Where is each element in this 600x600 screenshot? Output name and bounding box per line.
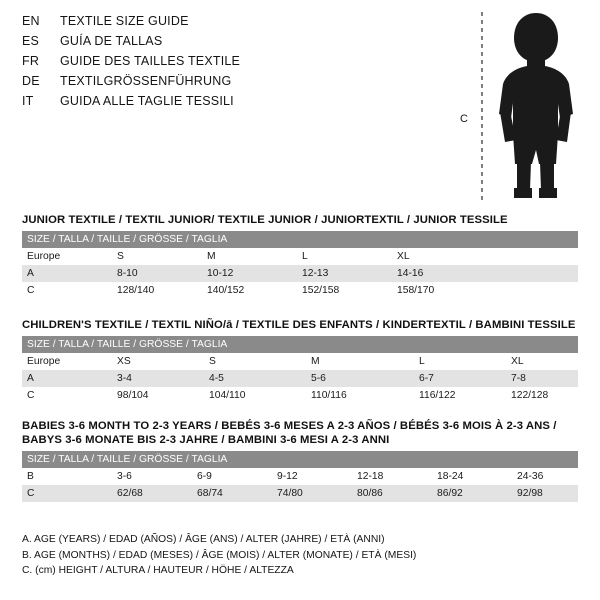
table-head-row (22, 451, 578, 468)
language-row-fr (22, 54, 422, 74)
cell: 116/122 (414, 387, 506, 404)
cell: 8-10 (112, 265, 202, 282)
language-row-it (22, 94, 422, 114)
row-label: B (22, 468, 112, 485)
section-children (22, 318, 578, 404)
cell: 4-5 (204, 370, 306, 387)
section-title: CHILDREN'S TEXTILE / TEXTIL NIÑO/ā / TEXTILE DES ENFANTS / KINDERTEXTIL / BAMBINI TESSILE (22, 319, 576, 331)
legend-line-a: A. AGE (YEARS) / EDAD (AÑOS) / ÂGE (ANS) / ALTER (JAHRE) / ETÀ (ANNI) (22, 534, 385, 545)
cell: 140/152 (202, 282, 297, 299)
language-header (22, 14, 422, 114)
child-silhouette-icon (472, 8, 590, 203)
cell: 128/140 (112, 282, 202, 299)
language-title: TEXTILGRÖSSENFÜHRUNG (60, 74, 232, 88)
language-code: DE (22, 74, 40, 88)
cell: S (112, 248, 202, 265)
table-row (22, 468, 578, 485)
language-code: FR (22, 54, 40, 68)
cell: S (204, 353, 306, 370)
table-row (22, 387, 578, 404)
cell: 86/92 (432, 485, 512, 502)
language-code: EN (22, 14, 40, 28)
cell: 18-24 (432, 468, 512, 485)
table-head-row (22, 231, 578, 248)
cell: 3-6 (112, 468, 192, 485)
table-head-row (22, 336, 578, 353)
cell: 3-4 (112, 370, 204, 387)
cell: 104/110 (204, 387, 306, 404)
row-label: A (22, 370, 112, 387)
cell: 12-18 (352, 468, 432, 485)
cell: XL (392, 248, 578, 265)
language-code: IT (22, 94, 34, 108)
cell: 158/170 (392, 282, 578, 299)
legend-line-c: C. (cm) HEIGHT / ALTURA / HAUTEUR / HÖHE / ALTEZZA (22, 565, 294, 576)
section-title: BABIES 3-6 MONTH TO 2-3 YEARS / BEBÉS 3-6 MESES A 2-3 AÑOS / BÉBÉS 3-6 MOIS À 2-3 ANS / BABYS 3-6 MONATE BIS 2-3 JAHRE / BAMBINI 3-6 MESI A 2-3 ANNI (22, 420, 557, 446)
cell: 14-16 (392, 265, 578, 282)
table-head-label: SIZE / TALLA / TAILLE / GRÖSSE / TAGLIA (22, 231, 578, 248)
cell: 10-12 (202, 265, 297, 282)
cell: 92/98 (512, 485, 578, 502)
table-row (22, 485, 578, 502)
language-title: GUÍA DE TALLAS (60, 34, 163, 48)
cell: 7-8 (506, 370, 578, 387)
measurement-label-c: C (460, 113, 468, 125)
children-size-table (22, 336, 578, 404)
section-title: JUNIOR TEXTILE / TEXTIL JUNIOR/ TEXTILE JUNIOR / JUNIORTEXTIL / JUNIOR TESSILE (22, 214, 508, 226)
language-title: GUIDA ALLE TAGLIE TESSILI (60, 94, 234, 108)
cell: 5-6 (306, 370, 414, 387)
row-label: C (22, 282, 112, 299)
table-row (22, 353, 578, 370)
table-row (22, 265, 578, 282)
cell: M (306, 353, 414, 370)
language-title: GUIDE DES TAILLES TEXTILE (60, 54, 241, 68)
cell: XS (112, 353, 204, 370)
legend-line-b: B. AGE (MONTHS) / EDAD (MESES) / ÂGE (MOIS) / ALTER (MONATE) / ETÀ (MESI) (22, 549, 417, 561)
row-label: C (22, 485, 112, 502)
table-head-label: SIZE / TALLA / TAILLE / GRÖSSE / TAGLIA (22, 451, 578, 468)
table-row (22, 282, 578, 299)
cell: 122/128 (506, 387, 578, 404)
language-row-es (22, 34, 422, 54)
cell: 98/104 (112, 387, 204, 404)
row-label: C (22, 387, 112, 404)
cell: 9-12 (272, 468, 352, 485)
cell: L (297, 248, 392, 265)
table-head-label: SIZE / TALLA / TAILLE / GRÖSSE / TAGLIA (22, 336, 578, 353)
language-title: TEXTILE SIZE GUIDE (60, 14, 189, 28)
cell: L (414, 353, 506, 370)
cell: 68/74 (192, 485, 272, 502)
cell: 152/158 (297, 282, 392, 299)
cell: M (202, 248, 297, 265)
junior-size-table (22, 231, 578, 299)
table-row (22, 370, 578, 387)
measurement-figure (460, 8, 590, 203)
row-label: Europe (22, 353, 112, 370)
cell: XL (506, 353, 578, 370)
cell: 12-13 (297, 265, 392, 282)
cell: 110/116 (306, 387, 414, 404)
language-row-en (22, 14, 422, 34)
legend (22, 532, 582, 579)
cell: 6-7 (414, 370, 506, 387)
section-babies (22, 419, 578, 502)
row-label: Europe (22, 248, 112, 265)
cell: 6-9 (192, 468, 272, 485)
language-row-de (22, 74, 422, 94)
cell: 24-36 (512, 468, 578, 485)
cell: 80/86 (352, 485, 432, 502)
cell: 74/80 (272, 485, 352, 502)
section-junior (22, 213, 578, 299)
language-code: ES (22, 34, 40, 48)
row-label: A (22, 265, 112, 282)
cell: 62/68 (112, 485, 192, 502)
table-row (22, 248, 578, 265)
babies-size-table (22, 451, 578, 502)
